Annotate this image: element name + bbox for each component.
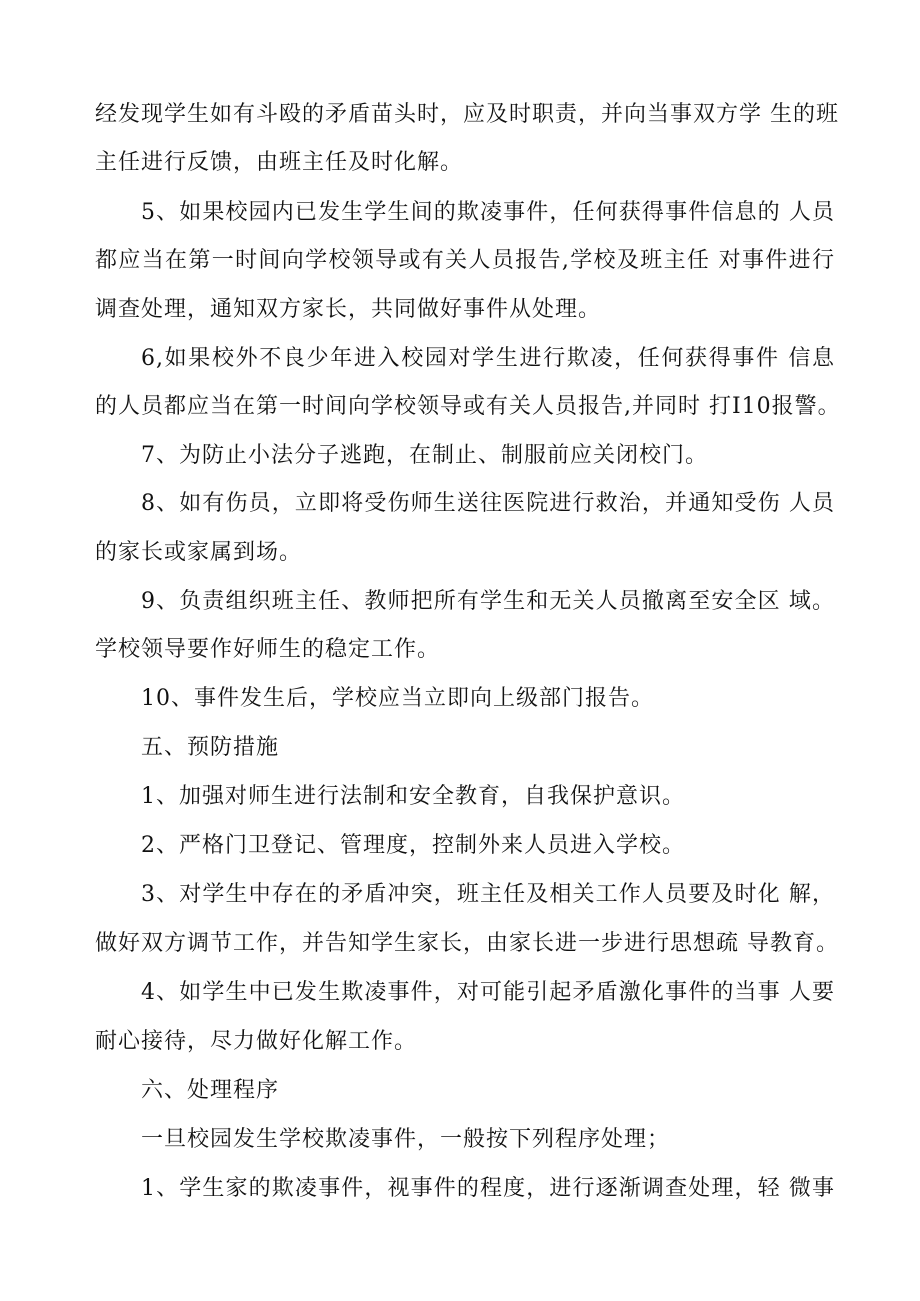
section-heading: 五、预防措施 — [141, 735, 280, 760]
text-line: 一旦校园发生学校欺凌事件，一般按下列程序处理； — [141, 1127, 671, 1152]
text-line: 学校领导要作好师生的稳定工作。 — [95, 637, 441, 662]
text-line: 3、对学生中存在的矛盾冲突，班主任及相关工作人员要及时化 解， — [141, 882, 835, 907]
section-heading: 六、处理程序 — [141, 1078, 280, 1103]
text-line: 9、负责组织班主任、教师把所有学生和无关人员撤离至安全区 域。 — [141, 589, 835, 614]
text-line: 2、严格门卫登记、管理度，控制外来人员进入学校。 — [141, 833, 685, 858]
text-line: 5、如果校园内已发生学生间的欺凌事件，任何获得事件信息的 人员 — [141, 200, 835, 225]
text-line: 都应当在第一时间向学校领导或有关人员报告,学校及班主任 对事件进行 — [95, 248, 835, 273]
text-line: 经发现学生如有斗殴的矛盾苗头时，应及时职责，并向当事双方学 生的班 — [95, 102, 839, 127]
text-line: 6,如果校外不良少年进入校园对学生进行欺凌，任何获得事件 信息 — [141, 346, 835, 371]
text-line: 4、如学生中已发生欺凌事件，对可能引起矛盾激化事件的当事 人要 — [141, 980, 835, 1005]
text-line: 8、如有伤员，立即将受伤师生送往医院进行救治，并通知受伤 人员 — [141, 491, 835, 516]
text-line: 调查处理，通知双方家长，共同做好事件从处理。 — [95, 297, 602, 322]
text-line: 耐心接待，尽力做好化解工作。 — [95, 1029, 418, 1054]
text-line: 做好双方调节工作，并告知学生家长，由家长进一步进行思想疏 导教育。 — [95, 931, 839, 956]
text-line: 的家长或家属到场。 — [95, 540, 303, 565]
text-line: 1、加强对师生进行法制和安全教育，自我保护意识。 — [141, 784, 685, 809]
text-line: 的人员都应当在第一时间向学校领导或有关人员报告,并同时 打I10报警。 — [95, 394, 841, 419]
text-line: 10、事件发生后，学校应当立即向上级部门报告。 — [141, 686, 654, 711]
text-line: 1、学生家的欺凌事件，视事件的程度，进行逐渐调查处理，轻 微事 — [141, 1176, 835, 1201]
text-line: 7、为防止小法分子逃跑，在制止、制服前应关闭校门。 — [141, 443, 708, 468]
text-line: 主任进行反馈，由班主任及时化解。 — [95, 150, 464, 175]
